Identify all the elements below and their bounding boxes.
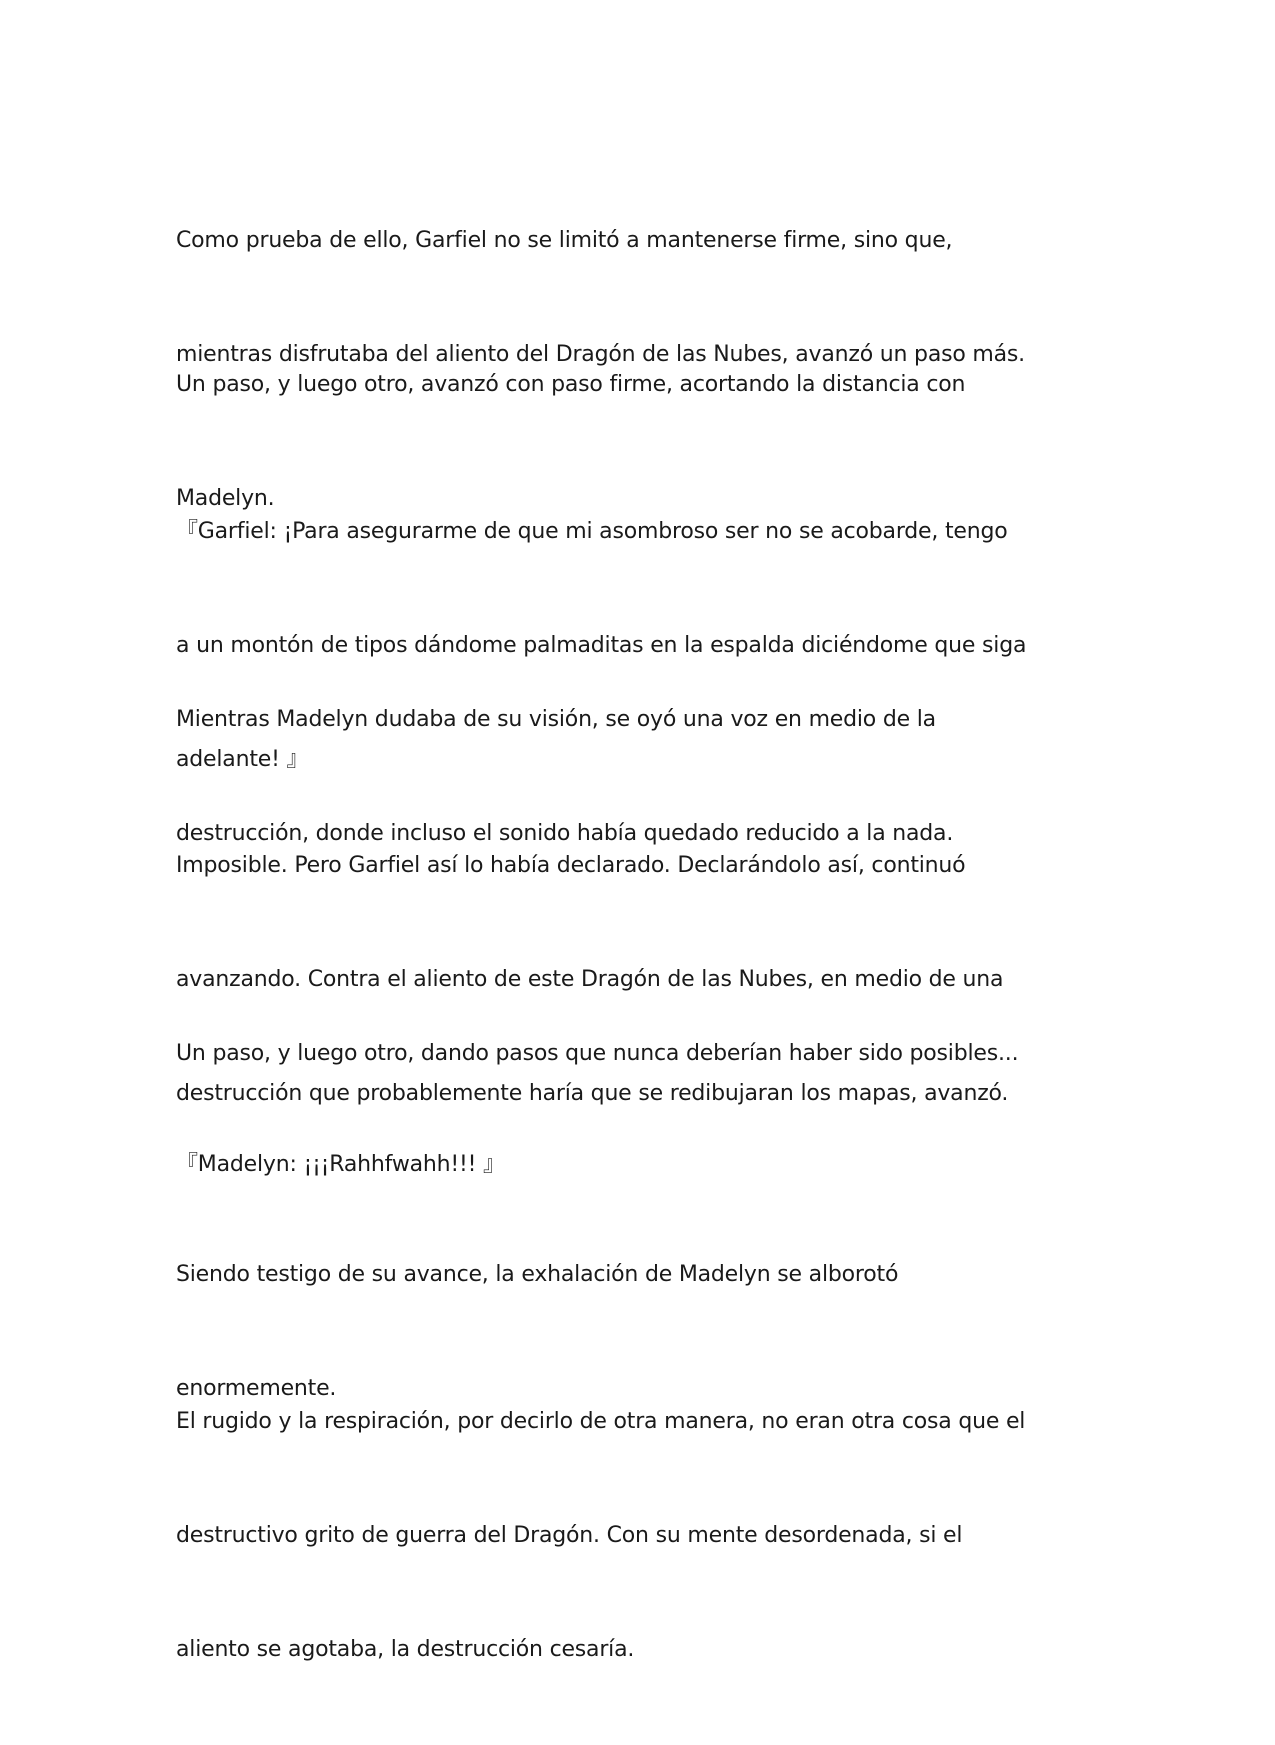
paragraph-line: Como prueba de ello, Garfiel no se limitó a mantenerse firme, sino que, <box>176 228 953 253</box>
paragraph-line: Un paso, y luego otro, avanzó con paso firme, acortando la distancia con <box>176 372 966 397</box>
paragraph-line: adelante! 』 <box>176 747 309 772</box>
paragraph-line: avanzando. Contra el aliento de este Dragón de las Nubes, en medio de una <box>176 967 1004 992</box>
paragraph-line: mientras disfrutaba del aliento del Dragón de las Nubes, avanzó un paso más. <box>176 342 1025 367</box>
paragraph-line: El rugido y la respiración, por decirlo de otra manera, no eran otra cosa que el <box>176 1409 1026 1434</box>
paragraph-line: Madelyn. <box>176 486 275 511</box>
paragraph-line: a un montón de tipos dándome palmaditas en la espalda diciéndome que siga <box>176 633 1027 658</box>
paragraph-line: Siendo testigo de su avance, la exhalación de Madelyn se alborotó <box>176 1262 899 1287</box>
paragraph-line: 『Garfiel: ¡Para asegurarme de que mi asombroso ser no se acobarde, tengo <box>176 519 1008 544</box>
paragraph-line: destrucción, donde incluso el sonido había quedado reducido a la nada. <box>176 821 954 846</box>
paragraph-9 <box>176 1327 1116 1745</box>
paragraph-line: enormemente. <box>176 1376 337 1401</box>
paragraph-line: Imposible. Pero Garfiel así lo había declarado. Declarándolo así, continuó <box>176 853 966 878</box>
paragraph-line: aliento se agotaba, la destrucción cesaría. <box>176 1637 635 1662</box>
paragraph-line: 『Madelyn: ¡¡¡Rahhfwahh!!! 』 <box>176 1152 505 1177</box>
paragraph-line: Un paso, y luego otro, dando pasos que nunca deberían haber sido posibles... <box>176 1041 1019 1066</box>
paragraph-line: destrucción que probablemente haría que se redibujaran los mapas, avanzó. <box>176 1081 1009 1106</box>
paragraph-line: Mientras Madelyn dudaba de su visión, se oyó una voz en medio de la <box>176 707 936 732</box>
paragraph-line: destructivo grito de guerra del Dragón. Con su mente desordenada, si el <box>176 1523 963 1548</box>
